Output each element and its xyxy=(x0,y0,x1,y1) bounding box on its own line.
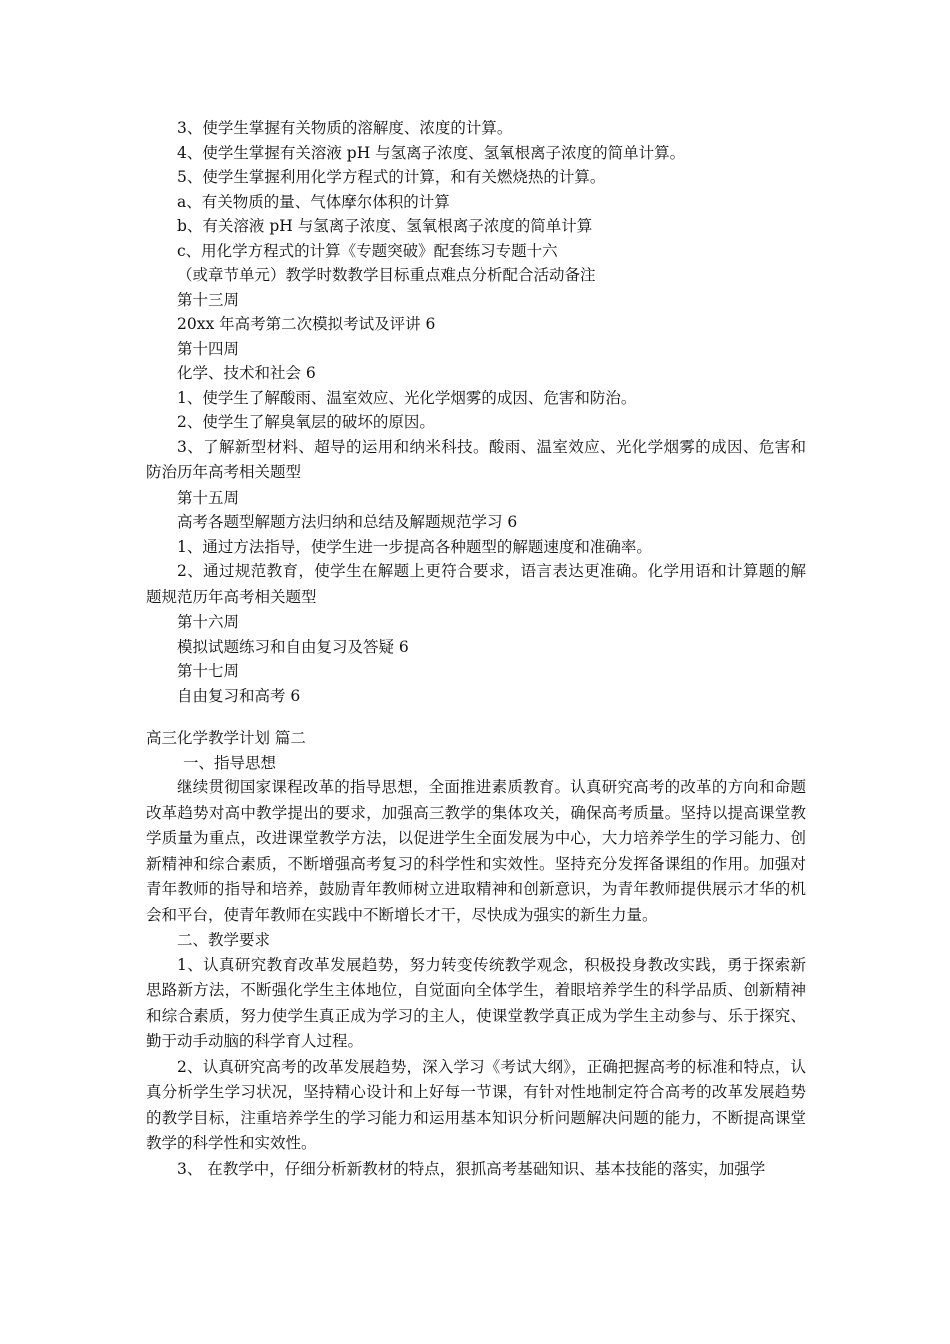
spacer xyxy=(146,708,806,726)
paragraph-requirement-2: 2、认真研究高考的改革发展趋势，深入学习《考试大纲》，正确把握高考的标准和特点，认真分析学生学习状况，坚持精心设计和上好每一节课，有针对性地制定符合高考的改革发展趋势的教学目标，注重培养学生的学习能力和运用基本知识分析问题解决问题的能力，不断提高课堂教学的科学性和实效性。 xyxy=(146,1057,806,1152)
text-line: c、用化学方程式的计算《专题突破》配套练习专题十六 xyxy=(177,241,558,260)
text-line: 5、使学生掌握利用化学方程式的计算，和有关燃烧热的计算。 xyxy=(177,168,606,186)
text-line: 1、通过方法指导，使学生进一步提高各种题型的解题速度和准确率。 xyxy=(177,537,652,556)
paragraph-norms: 2、通过规范教育，使学生在解题上更符合要求，语言表达更准确。化学用语和计算题的解题规范历年高考相关题型 xyxy=(146,562,806,606)
week-label: 第十六周 xyxy=(177,613,240,631)
paragraph-requirement-1: 1、认真研究教育改革发展趋势，努力转变传统教学观念，积极投身教改实践，勇于探索新思路新方法，不断强化学生主体地位，自觉面向全体学生，着眼培养学生的科学品质、创新精神和综合素质，努力使学生真正成为学习的主人，使课堂教学真正成为学生主动参与、乐于探究、勤于动手动脑的科学育人过程。 xyxy=(146,955,806,1050)
week-label: 第十四周 xyxy=(177,339,240,358)
paragraph-acid-rain: 3、了解新型材料、超导的运用和纳米科技。酸雨、温室效应、光化学烟雾的成因、危害和防治历年高考相关题型 xyxy=(146,437,806,481)
week-label: 第十三周 xyxy=(177,290,240,309)
week-list-mid xyxy=(146,486,806,560)
heading-guiding: 一、指导思想 xyxy=(183,753,277,772)
week-list-end xyxy=(146,610,806,708)
text-line: 模拟试题练习和自由复习及答疑 6 xyxy=(177,637,409,656)
text-line: 1、使学生了解酸雨、温室效应、光化学烟雾的成因、危害和防治。 xyxy=(177,388,637,407)
text-line: 高考各题型解题方法归纳和总结及解题规范学习 6 xyxy=(177,513,518,531)
document-body xyxy=(146,116,806,1182)
text-line: 自由复习和高考 6 xyxy=(177,686,301,705)
text-line: （或章节单元）教学时数教学目标重点难点分析配合活动备注 xyxy=(177,266,596,284)
text-line: b、有关溶液 pH 与氢离子浓度、氢氧根离子浓度的简单计算 xyxy=(177,217,593,235)
week-list-top xyxy=(146,116,806,435)
section-title: 高三化学教学计划 篇二 xyxy=(146,729,306,747)
heading-requirements: 二、教学要求 xyxy=(177,931,271,949)
text-line: 4、使学生掌握有关溶液 pH 与氢离子浓度、氢氧根离子浓度的简单计算。 xyxy=(177,143,686,162)
week-label: 第十七周 xyxy=(177,662,240,680)
text-line: 3、使学生掌握有关物质的溶解度、浓度的计算。 xyxy=(177,119,513,137)
paragraph-guiding: 继续贯彻国家课程改革的指导思想，全面推进素质教育。认真研究高考的改革的方向和命题改革趋势对高中教学提出的要求，加强高三教学的集体攻关，确保高考质量。坚持以提高课堂教学质量为重点，改进课堂教学方法，以促进学生全面发展为中心，大力培养学生的学习能力、创新精神和综合素质，不断增强高考复习的科学性和实效性。坚持充分发挥备课组的作用。加强对青年教师的指导和培养，鼓励青年教师树立进取精神和创新意识，为青年教师提供展示才华的机会和平台，使青年教师在实践中不断增长才干，尽快成为强实的新生力量。 xyxy=(146,778,806,924)
text-line: a、有关物质的量、气体摩尔体积的计算 xyxy=(177,192,450,211)
week-label: 第十五周 xyxy=(177,488,240,507)
text-line: 化学、技术和社会 6 xyxy=(177,364,316,382)
text-line: 20xx 年高考第二次模拟考试及评讲 6 xyxy=(177,315,436,333)
paragraph-requirement-3: 3、 在教学中，仔细分析新教材的特点，狠抓高考基础知识、基本技能的落实，加强学 xyxy=(177,1159,766,1178)
text-line: 2、使学生了解臭氧层的破坏的原因。 xyxy=(177,413,435,431)
